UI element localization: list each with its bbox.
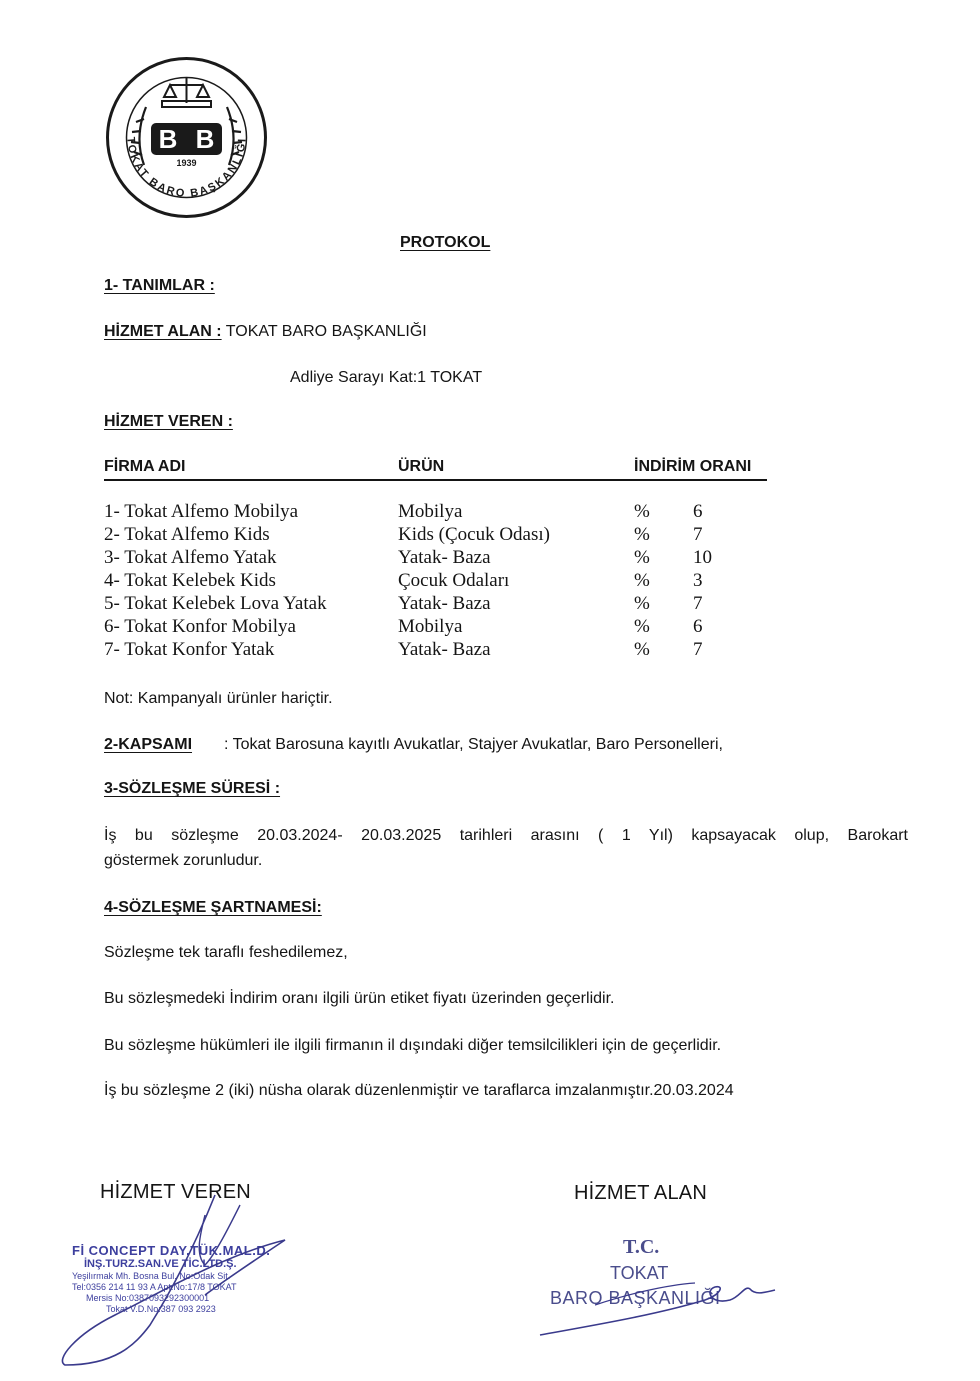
- row-firma: 7- Tokat Konfor Yatak: [104, 639, 275, 660]
- stamp-right-line1: T.C.: [623, 1236, 660, 1258]
- row-urun: Yatak- Baza: [398, 639, 491, 660]
- row-urun: Yatak- Baza: [398, 593, 491, 614]
- stamp-left-line6: Tokat V.D.No:387 093 2923: [106, 1304, 216, 1314]
- stamp-left-line5: Mersis No:0387093292300001: [86, 1293, 210, 1303]
- signature-label-hizmet-alan: HİZMET ALAN: [574, 1182, 707, 1204]
- row-oran: 6: [693, 501, 703, 522]
- logo-monogram-right: B: [195, 124, 215, 154]
- row-urun: Mobilya: [398, 616, 463, 637]
- section3-line1: İş bu sözleşme 20.03.2024- 20.03.2025 tarihleri arasını ( 1 Yıl) kapsayacak olup, Barokart: [104, 827, 908, 844]
- table-row: [104, 570, 804, 593]
- table-row: [104, 524, 804, 547]
- row-pct: %: [634, 547, 650, 568]
- row-oran: 10: [693, 547, 712, 568]
- row-firma: 6- Tokat Konfor Mobilya: [104, 616, 296, 637]
- stamp-right-line2: TOKAT: [610, 1263, 669, 1283]
- row-pct: %: [634, 501, 650, 522]
- section3-line2: göstermek zorunludur.: [104, 852, 263, 869]
- logo-year: 1939: [176, 158, 197, 168]
- stamp-left-line2: İNŞ.TURZ.SAN.VE TİC.LTD.Ş.: [84, 1258, 237, 1270]
- section4-p2: Bu sözleşmedeki İndirim oranı ilgili ürün etiket fiyatı üzerinden geçerlidir.: [104, 990, 615, 1007]
- header-urun: ÜRÜN: [398, 458, 445, 475]
- header-firma: FİRMA ADI: [104, 458, 186, 475]
- signature-label-hizmet-veren: HİZMET VEREN: [100, 1181, 251, 1203]
- section2-heading: 2-KAPSAMI: [104, 736, 193, 753]
- row-urun: Mobilya: [398, 501, 463, 522]
- page-title: PROTOKOL: [400, 234, 491, 251]
- logo-monogram-left: B: [158, 124, 178, 154]
- row-pct: %: [634, 524, 650, 545]
- discount-table: [104, 501, 804, 671]
- section4-heading: 4-SÖZLEŞME ŞARTNAMESİ:: [104, 899, 322, 916]
- hizmet-alan-line: [104, 323, 427, 341]
- section4-p3: Bu sözleşme hükümleri ile ilgili firmanın il dışındaki diğer temsilcilikleri için de geçerlidir.: [104, 1037, 722, 1054]
- table-row: [104, 547, 804, 570]
- row-pct: %: [634, 639, 650, 660]
- section2-text: : Tokat Barosuna kayıtlı Avukatlar, Stajyer Avukatlar, Baro Personelleri,: [224, 736, 723, 753]
- stamp-right-line3: BARO BAŞKANLIĞI: [550, 1288, 721, 1308]
- hizmet-alan-label: HİZMET ALAN :: [104, 323, 222, 340]
- row-oran: 6: [693, 616, 703, 637]
- row-firma: 4- Tokat Kelebek Kids: [104, 570, 276, 591]
- section1-heading: 1- TANIMLAR :: [104, 277, 215, 294]
- header-indirim: İNDİRİM ORANI: [634, 458, 752, 475]
- section4-p1: Sözleşme tek taraflı feshedilemez,: [104, 944, 348, 961]
- row-oran: 7: [693, 593, 703, 614]
- logo-ring-text: TOKAT BARO BAŞKANLIĞI: [124, 136, 249, 200]
- row-oran: 7: [693, 639, 703, 660]
- row-urun: Yatak- Baza: [398, 547, 491, 568]
- section3-heading: 3-SÖZLEŞME SÜRESİ :: [104, 780, 281, 797]
- row-firma: 5- Tokat Kelebek Lova Yatak: [104, 593, 327, 614]
- row-pct: %: [634, 570, 650, 591]
- note: Not: Kampanyalı ürünler hariçtir.: [104, 690, 333, 707]
- signature-left-icon: [55, 1185, 315, 1375]
- section4-p4: İş bu sözleşme 2 (iki) nüsha olarak düzenlenmiştir ve taraflarca imzalanmıştır.20.03.2024: [104, 1082, 734, 1099]
- bar-association-logo: [104, 55, 269, 220]
- stamp-left-line3: Yeşilırmak Mh. Bosna Bul. No:Odak Sit.: [72, 1271, 231, 1281]
- table-header: [104, 458, 768, 482]
- signature-right-icon: [535, 1255, 785, 1345]
- stamp-left-line4: Tel:0356 214 11 93 A Apt.No:17/8 TOKAT: [72, 1282, 237, 1292]
- table-row: [104, 639, 804, 662]
- row-firma: 2- Tokat Alfemo Kids: [104, 524, 270, 545]
- table-row: [104, 616, 804, 639]
- hizmet-veren-label: HİZMET VEREN :: [104, 413, 233, 430]
- row-pct: %: [634, 593, 650, 614]
- row-urun: Çocuk Odaları: [398, 570, 510, 591]
- stamp-left-line1: Fİ CONCEPT DAY.TÜK.MAL.D.: [72, 1243, 271, 1258]
- hizmet-alan-value: TOKAT BARO BAŞKANLIĞI: [225, 323, 427, 340]
- header-underline: [104, 479, 767, 481]
- address: Adliye Sarayı Kat:1 TOKAT: [290, 369, 483, 386]
- row-oran: 7: [693, 524, 703, 545]
- section2-line: [104, 736, 723, 754]
- row-oran: 3: [693, 570, 703, 591]
- table-row: [104, 593, 804, 616]
- table-row: [104, 501, 804, 524]
- row-firma: 3- Tokat Alfemo Yatak: [104, 547, 277, 568]
- row-pct: %: [634, 616, 650, 637]
- row-firma: 1- Tokat Alfemo Mobilya: [104, 501, 299, 522]
- row-urun: Kids (Çocuk Odası): [398, 524, 550, 545]
